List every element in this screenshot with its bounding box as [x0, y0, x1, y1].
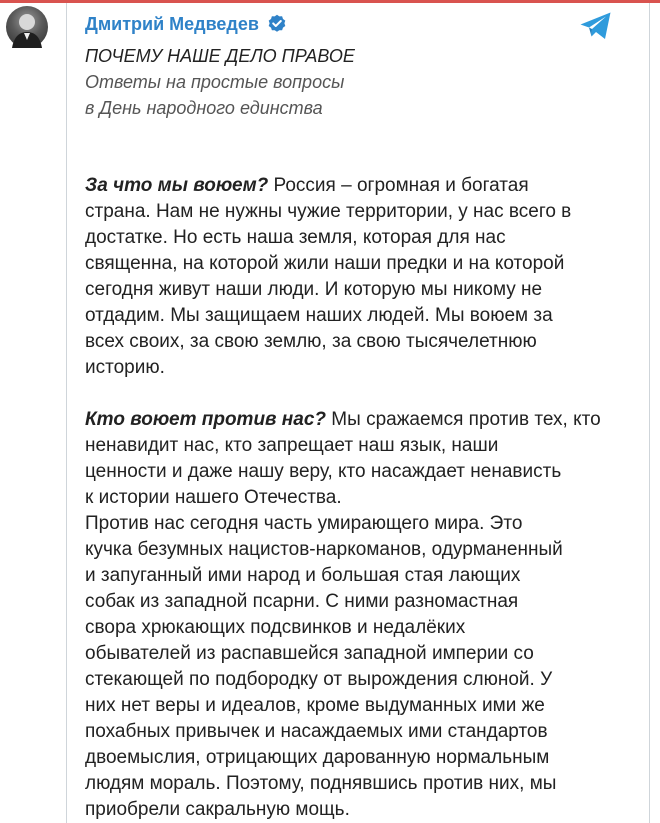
message-header: [85, 11, 287, 37]
avatar[interactable]: [6, 6, 48, 48]
paragraph-line: к истории нашего Отечества.: [85, 487, 342, 508]
author-name[interactable]: Дмитрий Медведев: [85, 13, 259, 34]
paragraph-line: обывателей из распавшейся западной империи со: [85, 643, 534, 664]
message-bubble: [66, 3, 650, 823]
paragraph-line: приобрели сакральную мощь.: [85, 799, 350, 820]
paragraph-line: сегодня живут наши люди. И которую мы никому не: [85, 279, 543, 300]
telegram-icon[interactable]: [579, 11, 613, 41]
question-heading: Кто воюет против нас?: [85, 409, 327, 430]
paragraph-line: [85, 173, 637, 199]
paragraph-line: Против нас сегодня часть умирающего мира. Это: [85, 513, 523, 534]
post-title: ПОЧЕМУ НАШЕ ДЕЛО ПРАВОЕ: [85, 46, 355, 66]
paragraph-line: свора хрюкающих подсвинков и недалёких: [85, 617, 466, 638]
question-heading: За что мы воюем?: [85, 175, 269, 196]
paragraph-line: собак из западной псарни. С ними разномастная: [85, 591, 519, 612]
paragraph-text: Россия – огромная и богатая: [268, 175, 529, 196]
post-subtitle-line: в День народного единства: [85, 98, 323, 118]
paragraph-line: историю.: [85, 357, 165, 378]
paragraph-line: похабных привычек и насаждаемых ими стандартов: [85, 721, 548, 742]
paragraph-line: страна. Нам не нужны чужие территории, у нас всего в: [85, 201, 572, 222]
paragraph-line: отдадим. Мы защищаем наших людей. Мы воюем за: [85, 305, 553, 326]
paragraph-text: Мы сражаемся против тех, кто: [326, 409, 601, 430]
paragraph-line: стекающей по подбородку от вырождения слюной. У: [85, 669, 553, 690]
paragraph-line: и запуганный ими народ и большая стая лающих: [85, 565, 521, 586]
post-subtitle-line: Ответы на простые вопросы: [85, 72, 345, 92]
paragraph-line: двоемыслия, отрицающих дарованную нормальным: [85, 747, 550, 768]
paragraph-line: ценности и даже нашу веру, кто насаждает ненависть: [85, 461, 562, 482]
paragraph-line: них нет веры и идеалов, кроме выдуманных ими же: [85, 695, 545, 716]
avatar-portrait-icon: [6, 6, 48, 48]
paragraph-line: [85, 407, 637, 433]
paragraph-line: кучка безумных нацистов-наркоманов, одурманенный: [85, 539, 563, 560]
paragraph-line: людям мораль. Поэтому, поднявшись против них, мы: [85, 773, 557, 794]
paragraph-line: священна, на которой жили наши предки и на которой: [85, 253, 565, 274]
paragraph-line: всех своих, за свою землю, за свою тысячелетнюю: [85, 331, 537, 352]
paragraph-line: ненавидит нас, кто запрещает наш язык, наши: [85, 435, 499, 456]
paragraph-line: достатке. Но есть наша земля, которая для нас: [85, 227, 506, 248]
verified-badge-icon: [267, 14, 287, 34]
message-text: [85, 43, 637, 823]
